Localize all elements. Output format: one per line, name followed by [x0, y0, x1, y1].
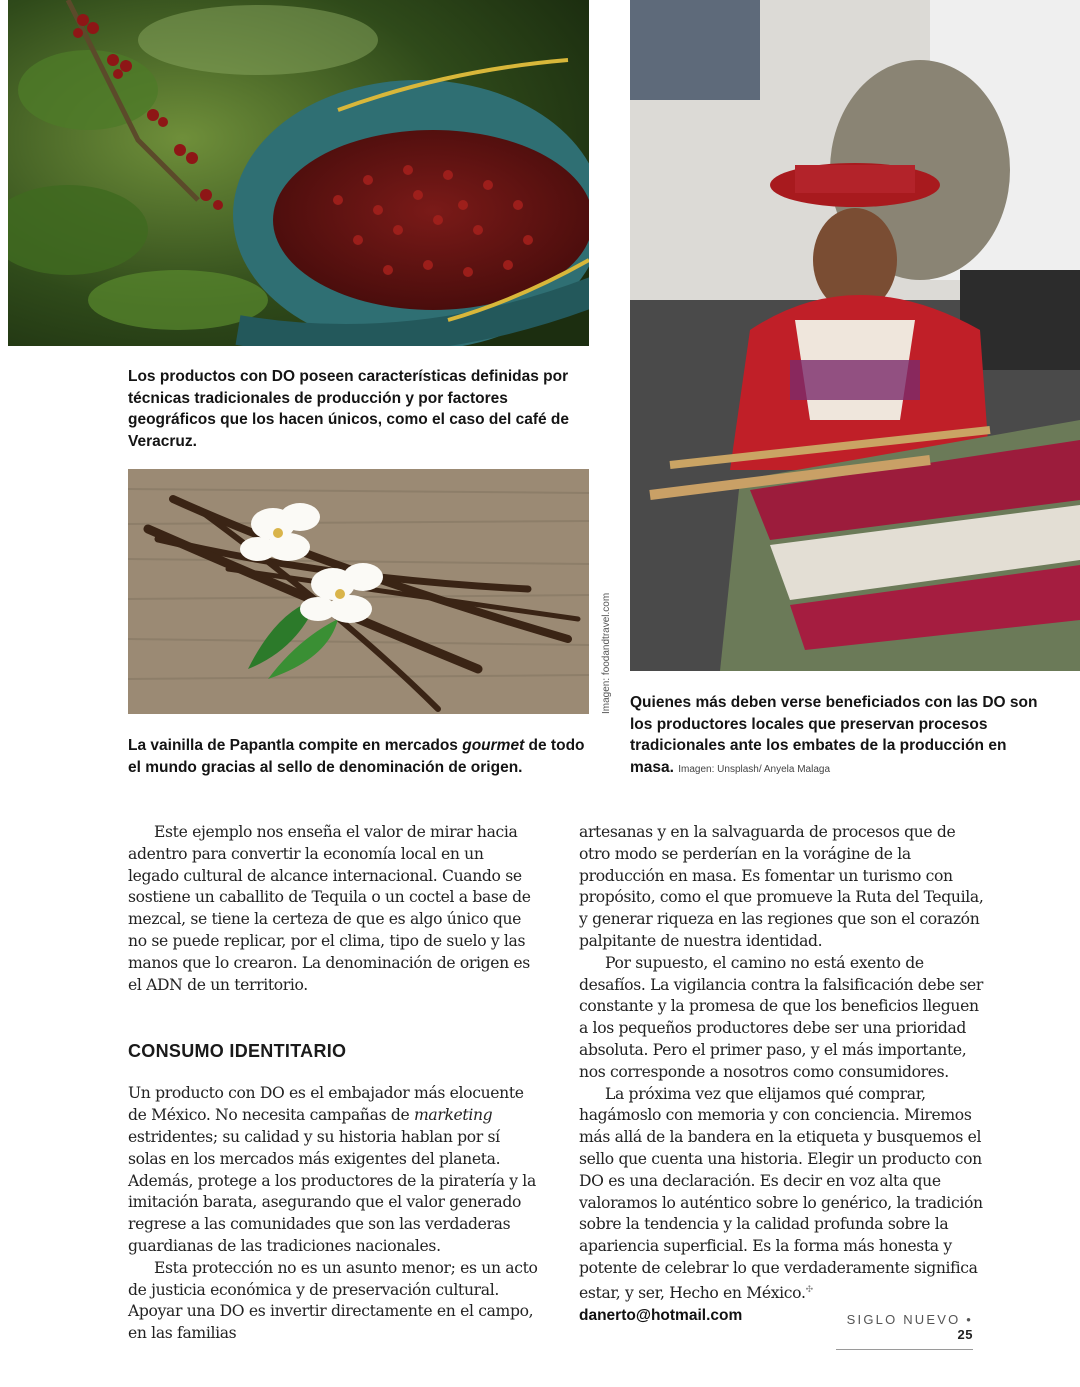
vanilla-caption-post: de todo el mundo gracias al sello de denominación de origen.	[128, 737, 585, 776]
article-paragraph-5: Por supuesto, el camino no está exento de desafíos. La vigilancia contra la falsificación debe ser constante y la promesa de que los beneficios lleguen a los pequeños productores debe ser una prioridad absoluta. Pero el primer paso, y el más importante, nos corresponde a nosotros como consumidores.	[579, 953, 984, 1081]
page-number: 25	[957, 1327, 973, 1342]
weaver-photo	[630, 0, 1080, 671]
vanilla-photo-credit: Imagen: foodandtravel.com	[601, 592, 612, 714]
footer-separator: •	[960, 1312, 973, 1327]
magazine-name: SIGLO NUEVO	[846, 1312, 961, 1327]
coffee-caption: Los productos con DO poseen características definidas por técnicas tradicionales de producción y por factores geográficos que los hacen únicos, como el caso del café de Veracruz.	[128, 368, 570, 450]
article-paragraph-2-pre: Un producto con DO es el embajador más elocuente de México. No necesita campañas de	[128, 1084, 524, 1125]
article-paragraph-6-text: La próxima vez que elijamos qué comprar, hagámoslo con memoria y con conciencia. Miremos más allá de la bandera en la etiqueta y busquemos el sello que cuenta una historia. Elegir un producto con DO es una declaración. Es decir en voz alta que valoramos lo auténtico sobre lo genérico, la tradición sobre la tendencia y la calidad profunda sobre la apariencia superficial. Es la forma más honesta y potente de celebrar lo que verdaderamente significa estar, y ser, Hecho en México.	[579, 1084, 983, 1302]
weaver-caption-text: Quienes más deben verse beneficiados con las DO son los productores locales que preservan procesos tradicionales ante los embates de la producción en masa.	[630, 694, 1038, 776]
article-paragraph-1: Este ejemplo nos enseña el valor de mirar hacia adentro para convertir la economía local en un legado cultural de alcance internacional. Cuando se sostiene un caballito de Tequila o un coctel a base de mezcal, se tiene la certeza de que es algo único que no se puede replicar, por el clima, tipo de suelo y las manos que lo crearon. La denominación de origen es el ADN de un territorio.	[128, 823, 531, 994]
article-paragraph-2-em: marketing	[413, 1106, 493, 1125]
section-heading: CONSUMO IDENTITARIO	[128, 1041, 347, 1062]
page-footer	[836, 1312, 973, 1350]
article-paragraph-2-post: estridentes; su calidad y su historia hablan por sí solas en los mercados más exigentes del planeta. Además, protege a los productores de la piratería y la imitación barata, asegurando que el valor generado regrese a las comunidades que son las verdaderas guardianas de las tradiciones nacionales.	[128, 1127, 536, 1255]
vanilla-caption	[128, 735, 598, 778]
weaver-photo-credit: Imagen: Unsplash/ Anyela Malaga	[678, 763, 831, 775]
author-email: danerto@hotmail.com	[579, 1306, 743, 1324]
article-paragraph-6	[579, 1084, 991, 1305]
coffee-photo	[8, 0, 589, 346]
weaver-caption	[630, 692, 1050, 780]
article-paragraph-3: Esta protección no es un asunto menor; es un acto de justicia económica y de preservación cultural. Apoyar una DO es invertir directamente en el campo, en las familias	[128, 1258, 538, 1343]
article-paragraph-4: artesanas y en la salvaguarda de procesos que de otro modo se perderían en la vorágine de la producción en masa. Es fomentar un turismo con propósito, como el que promueve la Ruta del Tequila, y generar riqueza en las regiones que son el corazón palpitante de nuestra identidad.	[579, 823, 984, 950]
article-paragraph-2	[128, 1083, 538, 1257]
article-column-right	[579, 822, 991, 1327]
vanilla-caption-em: gourmet	[462, 737, 525, 754]
vanilla-photo	[128, 469, 589, 714]
article-column-left	[128, 822, 538, 1345]
end-mark-icon: ✣	[805, 1284, 813, 1295]
vanilla-caption-pre: La vainilla de Papantla compite en mercados	[128, 737, 463, 754]
